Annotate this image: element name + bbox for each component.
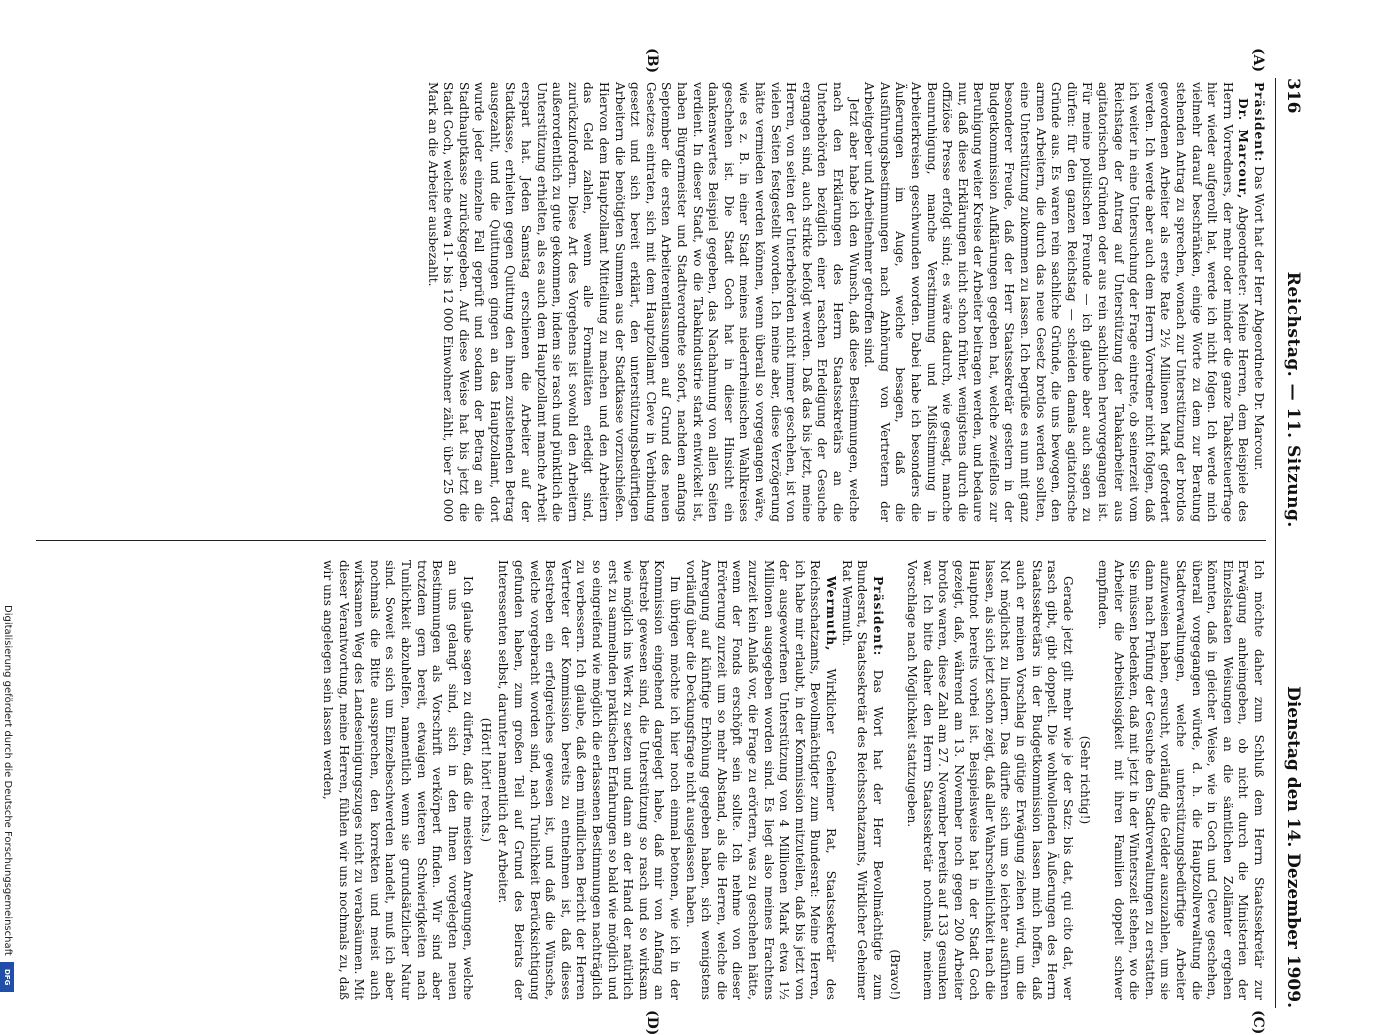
paragraph-text: Das Wort hat der Herr Bevollmächtigte zum Bundesrat, Staatssekretär des Reichsschatzamts, Wirklicher Geheimer Rat Wermuth. <box>839 560 885 1000</box>
dfg-logo-text: DFG <box>3 968 11 986</box>
paragraph <box>1250 82 1266 522</box>
paragraph-text: Abgeordneter: Meine Herren, dem Beispiele des Herrn Vorredners, der mehr oder minder die ganze Tabaksteuerfrage hier wieder aufgerollt hat, werde ich nicht folgen. Ich werde mich vielmehr darauf beschränken, einige Worte zu dem zur Beratung stehenden Antrag zu sprechen, wonach zur Unterstützung der brotlos gewordenen Arbeiter als erste Rate 2½ Millionen Mark gefordert werden. Ich werde aber auch dem Herrn Vorredner nicht folgen, daß ich weiter in eine Untersuchung der Frage eintrete, ob seinerzeit vom Reichstage der Antrag auf Unterstützung der Tabakarbeiter aus agitatorischen Gründen oder aus rein sachlichen hervorgegangen ist. Für meine politischen Freunde — ich glaube aber auch sagen zu dürfen: für den ganzen Reichstag — scheiden damals agitatorische Gründe aus. Es waren rein sachliche Gründe, die uns bewogen, den armen Arbeitern, die durch das neue Gesetz brotlos werden sollten, eine Unterstützung zukommen zu lassen. Ich begrüße es nun mit ganz besonderer Freude, daß der Herr Staatssekretär gestern in der Budgetkommission Aufklärungen gegeben hat, welche zweifellos zur Beruhigung weiter Kreise der Arbeiter beitragen werden, und bedaure nur, daß diese Erklärungen nicht schon früher, wenigstens durch die offiziöse Presse erfolgt sind; es wäre dadurch, wie gesagt, manche Beunruhigung, manche Verstimmung und Mißstimmung in Arbeiterkreisen geschwunden worden. Dabei habe ich besonders die Äußerungen im Auge, welche besagen, daß die Ausführungsbestimmungen nach Anhörung von Vertretern der Arbeitgeber und Arbeitnehmer getroffen sind. <box>862 82 1251 522</box>
dfg-logo <box>0 962 14 992</box>
paragraph: Im übrigen möchte ich hier noch einmal betonen, wie ich in der Kommission eingehend dargelegt habe, daß mir von Anfang an bestrebt gewesen sind, die Unterstützung so rasch und so wirksam wie möglich ins Werk zu setzen und dann an der Hand der natürlich erst zu sammelnden praktischen Erfahrungen so bald wie möglich und so eingreifend wie möglich die erlassenen Bestimmungen nachträglich zu verbessern. Ich glaube, daß dem mündlichen Bericht der Herren Vertreter der Kommission bereits zu entnehmen ist, daß dieses Bestreben ein erfolgreiches gewesen ist, und daß die Wünsche, welche vorgebracht worden sind, nach Tunlichkeit Berücksichtigung gefunden haben, zum großen Teil auf Grund des Beirats der Interessenten selbst, darunter namentlich der Arbeiter. <box>496 560 683 1000</box>
margin-mark-d: (D) <box>644 1010 660 1035</box>
paragraph-text: Das Wort hat der Herr Abgeordnete Dr. Marcour. <box>1252 166 1266 471</box>
digitization-note-text: Digitalisierung gefördert durch die Deutsche Forschungsgemeinschaft <box>2 605 13 956</box>
page-header <box>1275 78 1310 1008</box>
paragraph-text: Wirklicher Geheimer Rat, Staatssekretär des Reichsschatzamts, Bevollmächtigter zum Bundesrat: Meine Herren, ich habe mir erlaubt, in der Kommission mitzuteilen, daß bis jetzt von der ausgeworfenen Unterstützung von 4 Millionen Mark etwa 1½ Millionen ausgegeben worden sind. Es liegt also meines Erachtens zurzeit kein Anlaß vor, die Frage zu erörtern, was zu geschehen hätte, wenn der Fonds erschöpft sein sollte. Ich nehme von dieser Erörterung zurzeit um so mehr Abstand, als die Herren, welche die Anregung auf künftige Erhöhung gegeben haben, sich wenigstens vorläufig über die Deckungsfrage nicht ausgelassen haben. <box>683 560 838 1000</box>
right-column <box>16 560 1266 1000</box>
page-number: 316 <box>1283 78 1303 114</box>
interjection: (Sehr richtig!) <box>1078 735 1093 825</box>
paragraph <box>861 82 1251 522</box>
paragraph: Jetzt aber habe ich den Wunsch, daß diese Bestimmungen, welche nach den Erklärungen des Herrn Staatssekretärs an die Unterbehörden bezüglich einer raschen Erledigung der Gesuche ergangen sind, auch strikte befolgt werden. Daß das bis jetzt, meine Herren, von seiten der Unterbehörden nicht immer geschehen, ist von vielen Seiten festgestellt worden. Ich meine aber, diese Verzögerung hätte vermieden werden können, wenn überall so vorgegangen wäre, wie es z. B. in einer Stadt meines niederrheinischen Wahlkreises geschehen ist. Die Stadt Goch hat in dieser Hinsicht ein dankenswertes Beispiel gegeben, das Nachahmung von allen Seiten verdient. In dieser Stadt, wo die Tabakindustrie stark entwickelt ist, haben Bürgermeister und Stadtverordnete sofort, nachdem anfangs September die ersten Arbeiterentlassungen auf Grund des neuen Gesetzes eintraten, sich mit dem Hauptzollamt Cleve in Verbindung gesetzt und sich bereit erklärt, den unterstützungsbedürftigen Arbeitern die benötigten Summen aus der Stadtkasse vorzuschießen. Hiervon dem Hauptzollamt Mitteilung zu machen und den Arbeitern das Geld zahlen, wenn alle Formalitäten erledigt sind, zurückzufordern. Diese Art des Vorgehens ist sowohl den Arbeitern außerordentlich zu gute gekommen, indem sie rasch und pünktlich die Unterstützung erhielten, als es auch dem Hauptzollamt manche Arbeit erspart hat. Jeden Samstag erschienen die Arbeiter auf der Stadtkasse, erhielten gegen Quittung den ihnen zustehenden Betrag ausgezahlt, und die Quittungen gingen an das Hauptzollamt, dort wurde jeder einzelne Fall geprüft und sodann der Betrag an die Stadthauptkasse zurückgegeben. Auf diese Weise hat bis jetzt die Stadt Goch, welche etwa 11- bis 12 000 Einwohner zählt, über 25 000 Mark an die Arbeiter ausbezahlt. <box>425 82 861 522</box>
paragraph: Gerade jetzt gilt mehr wie je der Satz: bis dat, qui cito dat, wer rasch gibt, gibt doppelt. Die wohlwollenden Äußerungen des Herrn Staatssekretärs in der Budgetkommission lassen mich hoffen, daß auch er meinen Vorschlag in gütige Erwägung ziehen wird, um die Not möglichst zu lindern. Das dürfte sich um so leichter ausführen lassen, als sich jetzt schon zeigt, daß aller Wahrscheinlichkeit nach die Hauptnot bereits vorbei ist. Beispielsweise hat in der Stadt Goch gezeigt, daß, während am 13. November noch gegen 200 Arbeiter brotlos waren, diese Zahl am 27. November bereits auf 133 gesunken war. Ich bitte daher den Herrn Staatssekretär nochmals, meinem Vorschlage nach Möglichkeit stattzugeben. <box>904 560 1075 1000</box>
speaker-name: Dr. Marcour, <box>1236 98 1251 200</box>
speaker-name: Wermuth, <box>823 576 838 652</box>
interjection: (Bravo!) <box>888 949 903 1000</box>
paragraph: Ich möchte daher zum Schluß dem Herrn Staatssekretär zur Erwägung anheimgeben, ob nicht durch die Ministerien der Einzelstaaten Weisungen an die sämtlichen Zollämter ergehen könnten, daß in gleicher Weise, wie in Goch und Cleve geschehen, überall vorgegangen würde, d. h. die Hauptzollverwaltung die Stadtverwaltungen, welche unterstützungsbedürftige Arbeiter aufzuweisen haben, ersucht, vorläufig die Gelder auszuzahlen, um sie dann nach Prüfung der Gesuche den Stadtverwaltungen zu erstatten. Sie müssen bedenken, daß mit jetzt in der Winterszeit stehen, wo die Arbeiter die Arbeitslosigkeit mit ihren Familien doppelt schwer empfinden. <box>1096 560 1266 1000</box>
left-column <box>16 82 1266 522</box>
paragraph <box>838 560 885 1000</box>
speaker-name: Präsident: <box>870 576 885 657</box>
paragraph <box>682 560 838 1000</box>
digitization-note <box>1 605 13 1000</box>
scanned-page <box>10 48 1310 1035</box>
interjection: (Hört! hört! rechts.) <box>478 717 493 843</box>
speaker-name: Präsident: <box>1252 82 1266 163</box>
margin-mark-b: (B) <box>644 48 660 74</box>
margin-mark-a: (A) <box>1250 48 1266 73</box>
margin-mark-c: (C) <box>1250 1010 1266 1035</box>
paragraph: Ich glaube sagen zu dürfen, daß die meisten Anregungen, welche an uns gelangt sind, sich in den Ihnen vorgelegten neuen Bestimmungen als Vorschrift verkörpert finden. Wir sind aber trotzdem gern bereit, etwaigen weiteren Schwierigkeiten nach Tunlichkeit abzuhelfen, namentlich wenn sie grundsätzlicher Natur sind. Soweit es sich um Einzelbeschwerden handelt, muß ich aber nochmals die Bitte aussprechen, den korrekten und meist auch wirksamen Weg des Landeseinigungszuges nicht zu verabsäumen. Mit dieser Verantwortung, meine Herren, fühlen wir uns nochmals zu, daß wir uns angelegen sein lassen werden, <box>320 560 476 1000</box>
page-title: Reichstag. — 11. Sitzung. <box>1283 271 1303 528</box>
column-divider <box>36 540 1266 541</box>
page-date: Dienstag den 14. Dezember 1909. <box>1283 686 1303 1008</box>
